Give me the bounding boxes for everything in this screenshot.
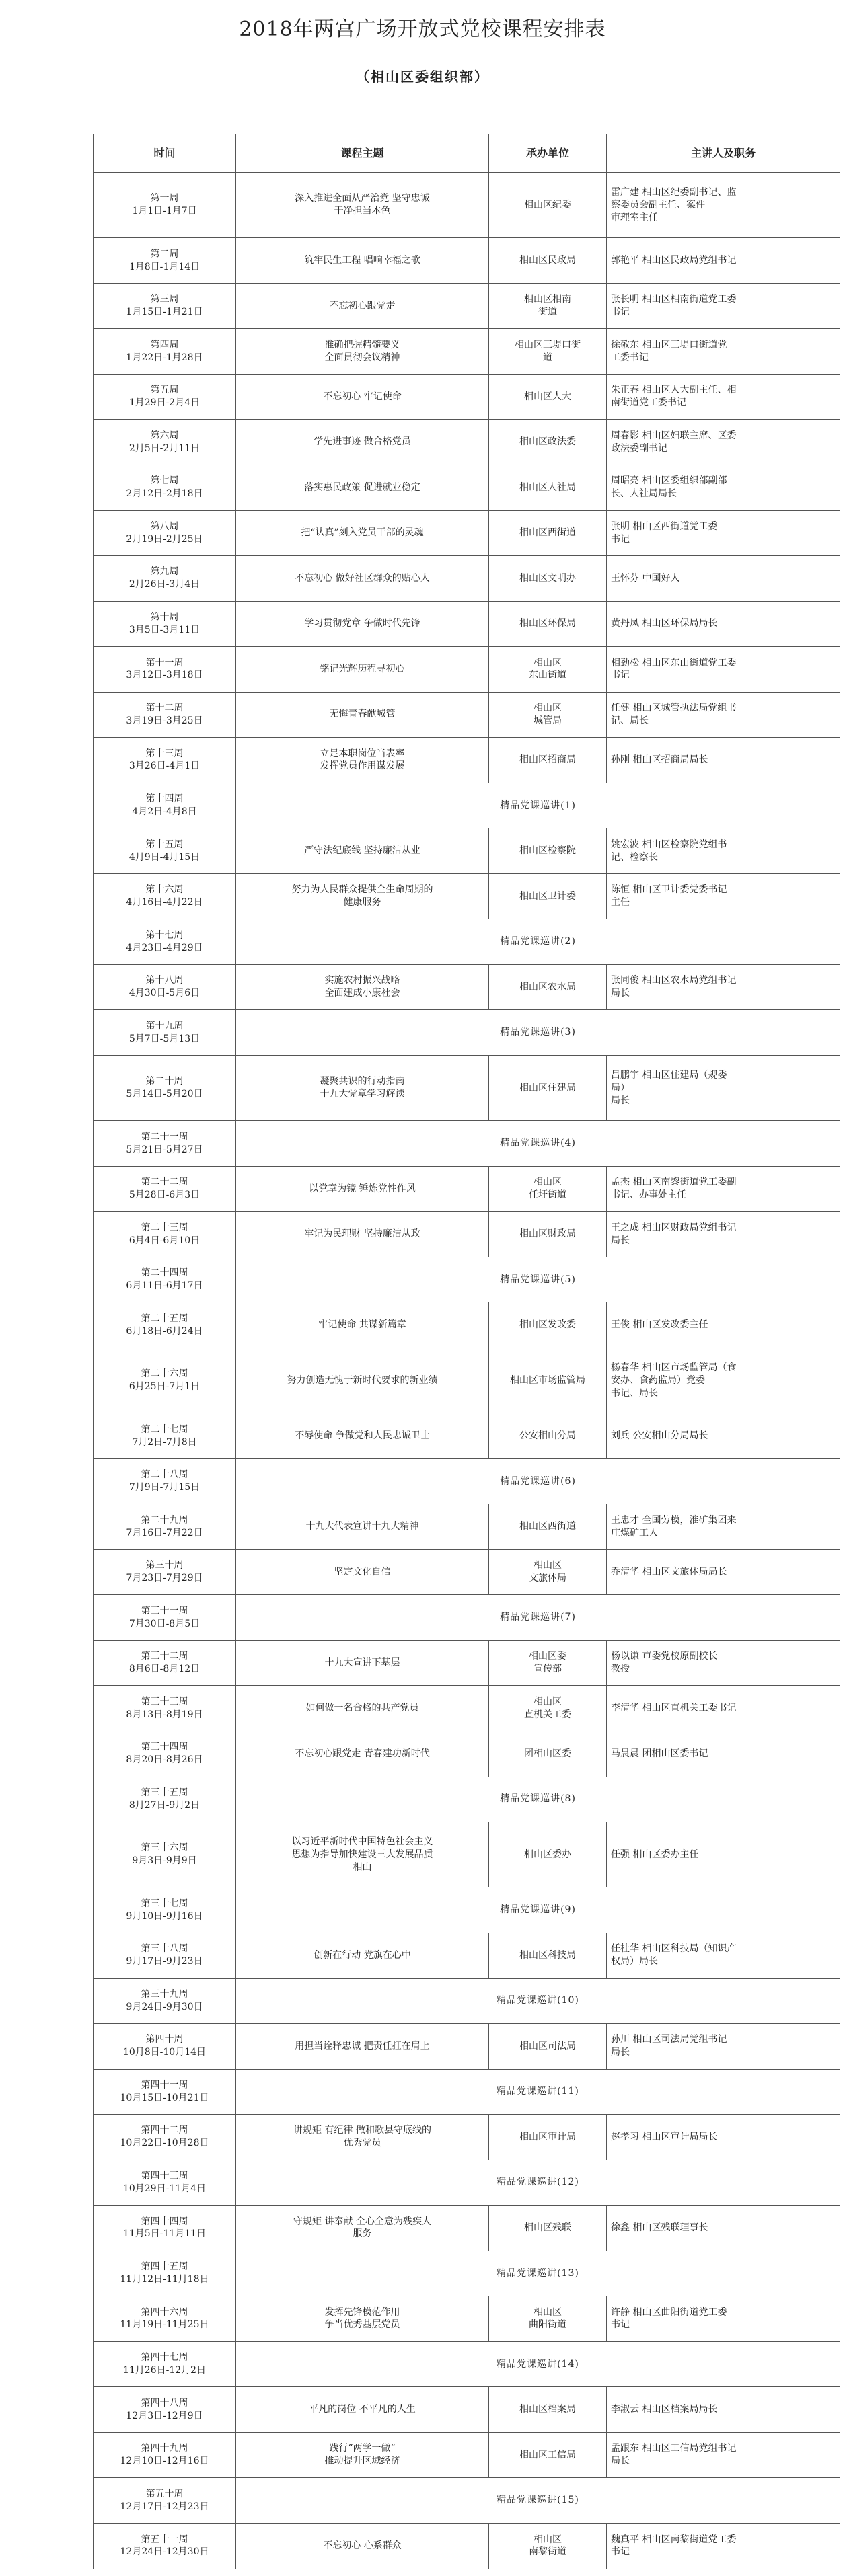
cell-topic: 创新在行动 党旗在心中 <box>236 1933 489 1978</box>
cell-week: 第二十四周 6月11日-6月17日 <box>94 1257 236 1302</box>
table-row-lecture-tour <box>94 1257 840 1302</box>
table-row-lecture-tour <box>94 1010 840 1056</box>
cell-lecture-tour: 精品党课巡讲(5) <box>236 1257 840 1302</box>
cell-week: 第三十二周 8月6日-8月12日 <box>94 1640 236 1686</box>
table-row <box>94 173 840 238</box>
cell-week: 第三十五周 8月27日-9月2日 <box>94 1777 236 1822</box>
cell-topic: 不忘初心 牢记使命 <box>236 374 489 420</box>
table-row <box>94 1504 840 1550</box>
cell-speaker: 刘兵 公安相山分局局长 <box>607 1413 840 1459</box>
cell-speaker: 任健 相山区城管执法局党组书 记、局长 <box>607 692 840 738</box>
cell-week: 第二十三周 6月4日-6月10日 <box>94 1212 236 1257</box>
cell-lecture-tour: 精品党课巡讲(9) <box>236 1887 840 1933</box>
cell-topic: 准确把握精髓要义 全面贯彻会议精神 <box>236 329 489 375</box>
cell-speaker: 黄丹凤 相山区环保局局长 <box>607 601 840 647</box>
cell-topic: 以党章为镜 锤炼党性作风 <box>236 1166 489 1212</box>
cell-week: 第二十八周 7月9日-7月15日 <box>94 1458 236 1504</box>
cell-topic: 讲规矩 有纪律 做和歌县守底线的 优秀党员 <box>236 2115 489 2160</box>
cell-lecture-tour: 精品党课巡讲(13) <box>236 2251 840 2296</box>
cell-unit: 相山区司法局 <box>489 2024 607 2070</box>
header-time: 时间 <box>94 134 236 173</box>
table-row <box>94 1640 840 1686</box>
cell-topic: 如何做一名合格的共产党员 <box>236 1686 489 1731</box>
table-row <box>94 964 840 1010</box>
table-row-lecture-tour <box>94 2478 840 2524</box>
cell-week: 第三十三周 8月13日-8月19日 <box>94 1686 236 1731</box>
cell-unit: 相山区工信局 <box>489 2432 607 2478</box>
cell-topic: 践行“两学一做” 推动提升区域经济 <box>236 2432 489 2478</box>
table-row-lecture-tour <box>94 2251 840 2296</box>
cell-week: 第六周 2月5日-2月11日 <box>94 420 236 465</box>
cell-week: 第四十二周 10月22日-10月28日 <box>94 2115 236 2160</box>
cell-unit: 相山区招商局 <box>489 738 607 783</box>
cell-lecture-tour: 精品党课巡讲(3) <box>236 1010 840 1056</box>
cell-unit: 公安相山分局 <box>489 1413 607 1459</box>
cell-topic: 把“认真”刻入党员干部的灵魂 <box>236 510 489 556</box>
cell-week: 第二十周 5月14日-5月20日 <box>94 1055 236 1120</box>
cell-week: 第十六周 4月16日-4月22日 <box>94 873 236 919</box>
table-row <box>94 2387 840 2433</box>
table-row <box>94 738 840 783</box>
cell-unit: 相山区 直机关工委 <box>489 1686 607 1731</box>
cell-unit: 相山区卫计委 <box>489 873 607 919</box>
cell-week: 第二十六周 6月25日-7月1日 <box>94 1348 236 1413</box>
cell-speaker: 周昭亮 相山区委组织部副部 长、人社局局长 <box>607 465 840 511</box>
cell-unit: 相山区农水局 <box>489 964 607 1010</box>
table-row-lecture-tour <box>94 1595 840 1641</box>
cell-week: 第二十二周 5月28日-6月3日 <box>94 1166 236 1212</box>
cell-lecture-tour: 精品党课巡讲(14) <box>236 2341 840 2387</box>
table-header-row <box>94 134 840 173</box>
table-row-lecture-tour <box>94 1777 840 1822</box>
cell-unit: 相山区政法委 <box>489 420 607 465</box>
table-row <box>94 420 840 465</box>
cell-week: 第十二周 3月19日-3月25日 <box>94 692 236 738</box>
cell-week: 第四十一周 10月15日-10月21日 <box>94 2069 236 2115</box>
cell-topic: 落实惠民政策 促进就业稳定 <box>236 465 489 511</box>
table-row <box>94 1933 840 1978</box>
cell-unit: 团相山区委 <box>489 1731 607 1777</box>
cell-topic: 学习贯彻党章 争做时代先锋 <box>236 601 489 647</box>
cell-speaker: 魏真平 相山区南黎街道党工委 书记 <box>607 2523 840 2569</box>
cell-speaker: 周春影 相山区妇联主席、区委 政法委副书记 <box>607 420 840 465</box>
cell-week: 第三十周 7月23日-7月29日 <box>94 1549 236 1595</box>
cell-topic: 牢记为民理财 坚持廉洁从政 <box>236 1212 489 1257</box>
page-subtitle: （相山区委组织部） <box>356 69 489 85</box>
table-row <box>94 2115 840 2160</box>
cell-week: 第五十一周 12月24日-12月30日 <box>94 2523 236 2569</box>
cell-week: 第四十四周 11月5日-11月11日 <box>94 2206 236 2251</box>
cell-lecture-tour: 精品党课巡讲(7) <box>236 1595 840 1641</box>
table-row <box>94 1731 840 1777</box>
cell-unit: 相山区人大 <box>489 374 607 420</box>
cell-speaker: 吕鹏宇 相山区住建局（规委 局） 局长 <box>607 1055 840 1120</box>
cell-unit: 相山区检察院 <box>489 828 607 874</box>
cell-lecture-tour: 精品党课巡讲(15) <box>236 2478 840 2524</box>
cell-week: 第二十七周 7月2日-7月8日 <box>94 1413 236 1459</box>
cell-lecture-tour: 精品党课巡讲(8) <box>236 1777 840 1822</box>
cell-week: 第四十六周 11月19日-11月25日 <box>94 2296 236 2342</box>
cell-topic: 以习近平新时代中国特色社会主义 思想为指导加快建设三大发展品质 相山 <box>236 1822 489 1887</box>
table-row-lecture-tour <box>94 1458 840 1504</box>
cell-unit: 相山区相南 街道 <box>489 283 607 329</box>
cell-topic: 学先进事迹 做合格党员 <box>236 420 489 465</box>
cell-week: 第三周 1月15日-1月21日 <box>94 283 236 329</box>
table-row <box>94 465 840 511</box>
cell-week: 第四十九周 12月10日-12月16日 <box>94 2432 236 2478</box>
cell-unit: 相山区 东山街道 <box>489 647 607 693</box>
cell-topic: 守规矩 讲奉献 全心全意为残疾人 服务 <box>236 2206 489 2251</box>
cell-unit: 相山区西街道 <box>489 510 607 556</box>
cell-speaker: 李清华 相山区直机关工委书记 <box>607 1686 840 1731</box>
cell-topic: 用担当诠释忠诚 把责任扛在肩上 <box>236 2024 489 2070</box>
cell-week: 第四十周 10月8日-10月14日 <box>94 2024 236 2070</box>
cell-week: 第四十七周 11月26日-12月2日 <box>94 2341 236 2387</box>
cell-unit: 相山区 城管局 <box>489 692 607 738</box>
table-row <box>94 1166 840 1212</box>
cell-speaker: 徐鑫 相山区残联理事长 <box>607 2206 840 2251</box>
table-row <box>94 873 840 919</box>
cell-week: 第十周 3月5日-3月11日 <box>94 601 236 647</box>
cell-unit: 相山区 曲阳街道 <box>489 2296 607 2342</box>
cell-unit: 相山区 文旅体局 <box>489 1549 607 1595</box>
cell-week: 第二十五周 6月18日-6月24日 <box>94 1302 236 1348</box>
cell-week: 第三十六周 9月3日-9月9日 <box>94 1822 236 1887</box>
cell-speaker: 朱正春 相山区人大副主任、相 南街道党工委书记 <box>607 374 840 420</box>
cell-topic: 筑牢民生工程 唱响幸福之歌 <box>236 238 489 284</box>
cell-unit: 相山区科技局 <box>489 1933 607 1978</box>
cell-week: 第十五周 4月9日-4月15日 <box>94 828 236 874</box>
cell-topic: 不忘初心跟党走 <box>236 283 489 329</box>
cell-speaker: 张明 相山区西街道党工委 书记 <box>607 510 840 556</box>
cell-unit: 相山区住建局 <box>489 1055 607 1120</box>
cell-lecture-tour: 精品党课巡讲(1) <box>236 783 840 828</box>
table-row <box>94 1686 840 1731</box>
cell-unit: 相山区纪委 <box>489 173 607 238</box>
cell-topic: 坚定文化自信 <box>236 1549 489 1595</box>
table-row <box>94 2206 840 2251</box>
table-row <box>94 510 840 556</box>
table-row <box>94 828 840 874</box>
table-row <box>94 2432 840 2478</box>
cell-speaker: 孟跟东 相山区工信局党组书记 局长 <box>607 2432 840 2478</box>
cell-unit: 相山区西街道 <box>489 1504 607 1550</box>
cell-unit: 相山区文明办 <box>489 556 607 602</box>
cell-week: 第三十九周 9月24日-9月30日 <box>94 1978 236 2024</box>
cell-week: 第四十八周 12月3日-12月9日 <box>94 2387 236 2433</box>
table-row <box>94 374 840 420</box>
table-row-lecture-tour <box>94 919 840 965</box>
cell-speaker: 相劲松 相山区东山街道党工委 书记 <box>607 647 840 693</box>
table-row <box>94 1549 840 1595</box>
cell-topic: 无悔青春献城管 <box>236 692 489 738</box>
table-row-lecture-tour <box>94 783 840 828</box>
cell-week: 第四周 1月22日-1月28日 <box>94 329 236 375</box>
table-row <box>94 1413 840 1459</box>
cell-speaker: 张同俊 相山区农水局党组书记 局长 <box>607 964 840 1010</box>
table-row <box>94 1822 840 1887</box>
cell-week: 第五周 1月29日-2月4日 <box>94 374 236 420</box>
schedule-body <box>94 173 840 2569</box>
cell-topic: 努力为人民群众提供全生命周期的 健康服务 <box>236 873 489 919</box>
cell-week: 第四十五周 11月12日-11月18日 <box>94 2251 236 2296</box>
cell-speaker: 王俊 相山区发改委主任 <box>607 1302 840 1348</box>
cell-week: 第二十九周 7月16日-7月22日 <box>94 1504 236 1550</box>
cell-week: 第十三周 3月26日-4月1日 <box>94 738 236 783</box>
cell-week: 第九周 2月26日-3月4日 <box>94 556 236 602</box>
table-row <box>94 1212 840 1257</box>
cell-speaker: 杨春华 相山区市场监管局（食 安办、食药监局）党委 书记、局长 <box>607 1348 840 1413</box>
table-row <box>94 2296 840 2342</box>
cell-topic: 立足本职岗位当表率 发挥党员作用谋发展 <box>236 738 489 783</box>
cell-topic: 平凡的岗位 不平凡的人生 <box>236 2387 489 2433</box>
cell-unit: 相山区市场监管局 <box>489 1348 607 1413</box>
cell-week: 第十四周 4月2日-4月8日 <box>94 783 236 828</box>
cell-unit: 相山区环保局 <box>489 601 607 647</box>
cell-week: 第十七周 4月23日-4月29日 <box>94 919 236 965</box>
cell-topic: 严守法纪底线 坚持廉洁从业 <box>236 828 489 874</box>
cell-unit: 相山区残联 <box>489 2206 607 2251</box>
table-row-lecture-tour <box>94 2341 840 2387</box>
cell-week: 第十八周 4月30日-5月6日 <box>94 964 236 1010</box>
cell-speaker: 孙刚 相山区招商局局长 <box>607 738 840 783</box>
cell-week: 第三十四周 8月20日-8月26日 <box>94 1731 236 1777</box>
cell-week: 第一周 1月1日-1月7日 <box>94 173 236 238</box>
table-row <box>94 329 840 375</box>
cell-lecture-tour: 精品党课巡讲(6) <box>236 1458 840 1504</box>
table-row <box>94 647 840 693</box>
cell-topic: 十九大宣讲下基层 <box>236 1640 489 1686</box>
cell-unit: 相山区 任圩街道 <box>489 1166 607 1212</box>
cell-unit: 相山区财政局 <box>489 1212 607 1257</box>
cell-speaker: 王忠才 全国劳模，淮矿集团来 庄煤矿工人 <box>607 1504 840 1550</box>
table-row <box>94 2024 840 2070</box>
cell-speaker: 姚宏波 相山区检察院党组书 记、检察长 <box>607 828 840 874</box>
header-speaker: 主讲人及职务 <box>607 134 840 173</box>
cell-speaker: 王之成 相山区财政局党组书记 局长 <box>607 1212 840 1257</box>
cell-week: 第三十八周 9月17日-9月23日 <box>94 1933 236 1978</box>
cell-week: 第十九周 5月7日-5月13日 <box>94 1010 236 1056</box>
header-topic: 课程主题 <box>236 134 489 173</box>
cell-unit: 相山区三堤口街 道 <box>489 329 607 375</box>
table-row <box>94 238 840 284</box>
cell-speaker: 徐敬东 相山区三堤口街道党 工委书记 <box>607 329 840 375</box>
cell-topic: 凝聚共识的行动指南 十九大党章学习解读 <box>236 1055 489 1120</box>
cell-topic: 不忘初心 做好社区群众的贴心人 <box>236 556 489 602</box>
cell-speaker: 孟杰 相山区南黎街道党工委副 书记、办事处主任 <box>607 1166 840 1212</box>
cell-unit: 相山区发改委 <box>489 1302 607 1348</box>
cell-week: 第八周 2月19日-2月25日 <box>94 510 236 556</box>
cell-unit: 相山区民政局 <box>489 238 607 284</box>
cell-lecture-tour: 精品党课巡讲(12) <box>236 2160 840 2206</box>
cell-lecture-tour: 精品党课巡讲(4) <box>236 1121 840 1167</box>
cell-speaker: 张长明 相山区相南街道党工委 书记 <box>607 283 840 329</box>
cell-lecture-tour: 精品党课巡讲(10) <box>236 1978 840 2024</box>
cell-speaker: 杨以谦 市委党校原副校长 教授 <box>607 1640 840 1686</box>
header-unit: 承办单位 <box>489 134 607 173</box>
cell-week: 第五十周 12月17日-12月23日 <box>94 2478 236 2524</box>
table-row <box>94 2523 840 2569</box>
table-row <box>94 1302 840 1348</box>
cell-topic: 努力创造无愧于新时代要求的新业绩 <box>236 1348 489 1413</box>
cell-speaker: 马晨晨 团相山区委书记 <box>607 1731 840 1777</box>
cell-topic: 发挥先锋模范作用 争当优秀基层党员 <box>236 2296 489 2342</box>
table-row-lecture-tour <box>94 1121 840 1167</box>
cell-speaker: 任桂华 相山区科技局（知识产 权局）局长 <box>607 1933 840 1978</box>
table-row <box>94 556 840 602</box>
cell-speaker: 赵孝习 相山区审计局局长 <box>607 2115 840 2160</box>
table-row-lecture-tour <box>94 1887 840 1933</box>
cell-speaker: 任强 相山区委办主任 <box>607 1822 840 1887</box>
cell-topic: 牢记使命 共谋新篇章 <box>236 1302 489 1348</box>
cell-lecture-tour: 精品党课巡讲(2) <box>236 919 840 965</box>
schedule-table <box>93 134 840 2569</box>
table-row <box>94 1055 840 1120</box>
cell-unit: 相山区档案局 <box>489 2387 607 2433</box>
cell-speaker: 王怀芬 中国好人 <box>607 556 840 602</box>
cell-unit: 相山区审计局 <box>489 2115 607 2160</box>
cell-speaker: 雷广建 相山区纪委副书记、监 察委员会副主任、案件 审理室主任 <box>607 173 840 238</box>
page-title: 2018年两宫广场开放式党校课程安排表 <box>239 17 606 41</box>
cell-week: 第十一周 3月12日-3月18日 <box>94 647 236 693</box>
cell-speaker: 郭艳平 相山区民政局党组书记 <box>607 238 840 284</box>
cell-week: 第二十一周 5月21日-5月27日 <box>94 1121 236 1167</box>
cell-unit: 相山区委办 <box>489 1822 607 1887</box>
cell-unit: 相山区 南黎街道 <box>489 2523 607 2569</box>
table-row-lecture-tour <box>94 2160 840 2206</box>
cell-topic: 不辱使命 争做党和人民忠诚卫士 <box>236 1413 489 1459</box>
cell-topic: 不忘初心跟党走 青春建功新时代 <box>236 1731 489 1777</box>
table-row <box>94 692 840 738</box>
cell-speaker: 李淑云 相山区档案局局长 <box>607 2387 840 2433</box>
table-row <box>94 283 840 329</box>
table-row-lecture-tour <box>94 2069 840 2115</box>
cell-topic: 实施农村振兴战略 全面建成小康社会 <box>236 964 489 1010</box>
cell-week: 第四十三周 10月29日-11月4日 <box>94 2160 236 2206</box>
cell-speaker: 陈恒 相山区卫计委党委书记 主任 <box>607 873 840 919</box>
cell-speaker: 许静 相山区曲阳街道党工委 书记 <box>607 2296 840 2342</box>
cell-topic: 不忘初心 心系群众 <box>236 2523 489 2569</box>
table-row-lecture-tour <box>94 1978 840 2024</box>
cell-speaker: 乔清华 相山区文旅体局局长 <box>607 1549 840 1595</box>
table-row <box>94 601 840 647</box>
cell-lecture-tour: 精品党课巡讲(11) <box>236 2069 840 2115</box>
cell-unit: 相山区人社局 <box>489 465 607 511</box>
cell-topic: 铭记光辉历程寻初心 <box>236 647 489 693</box>
cell-speaker: 孙川 相山区司法局党组书记 局长 <box>607 2024 840 2070</box>
cell-week: 第三十一周 7月30日-8月5日 <box>94 1595 236 1641</box>
cell-topic: 深入推进全面从严治党 坚守忠诚 干净担当本色 <box>236 173 489 238</box>
cell-topic: 十九大代表宣讲十九大精神 <box>236 1504 489 1550</box>
table-row <box>94 1348 840 1413</box>
cell-week: 第七周 2月12日-2月18日 <box>94 465 236 511</box>
cell-week: 第二周 1月8日-1月14日 <box>94 238 236 284</box>
cell-week: 第三十七周 9月10日-9月16日 <box>94 1887 236 1933</box>
cell-unit: 相山区委 宣传部 <box>489 1640 607 1686</box>
